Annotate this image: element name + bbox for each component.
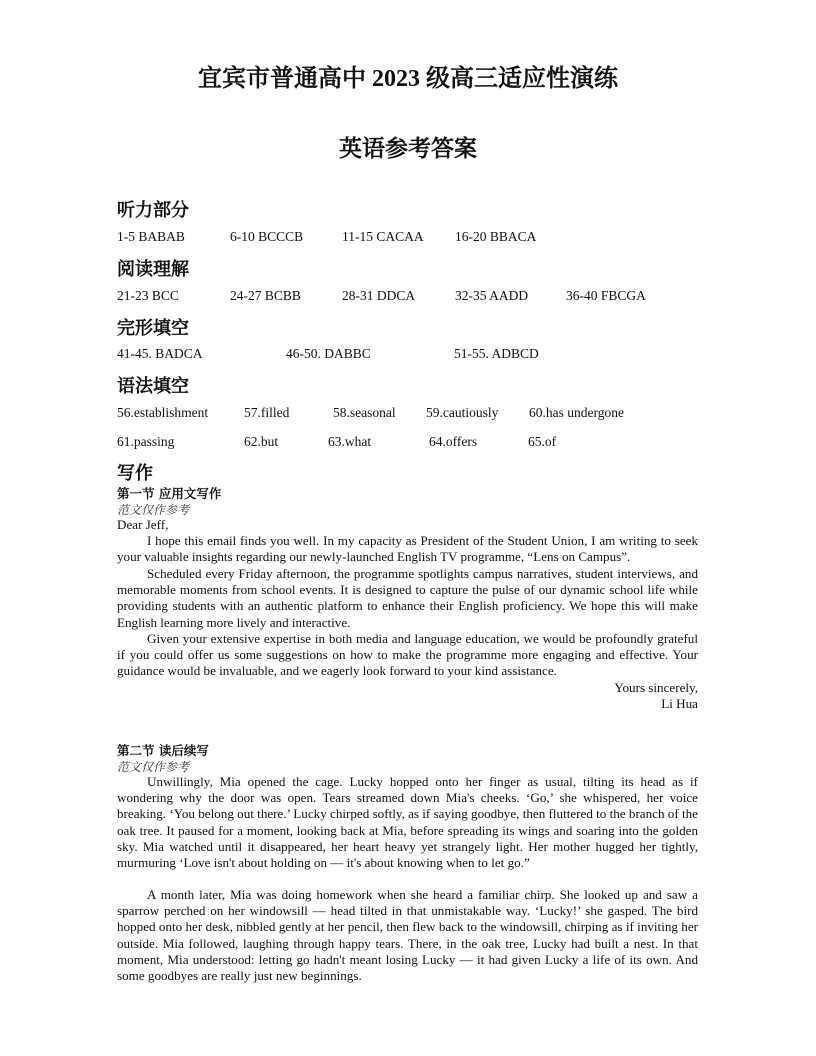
writing-section-2-title: 第二节 读后续写 [117,743,209,758]
letter-signature: Li Hua [661,696,698,711]
answer-item: 24-27 BCBB [230,288,301,303]
sample-note: 范文仅作参考 [117,760,190,774]
answer-item: 11-15 CACAA [342,229,424,244]
letter-salutation: Dear Jeff, [117,517,169,532]
answer-item: 28-31 DDCA [342,288,416,303]
section-heading-reading: 阅读理解 [117,259,189,280]
answer-item: 36-40 FBCGA [566,288,646,303]
answer-item: 21-23 BCC [117,288,179,303]
sample-note: 范文仅作参考 [117,503,190,517]
section-heading-grammar: 语法填空 [117,376,189,397]
letter-paragraph: Scheduled every Friday afternoon, the programme spotlights campus narratives, student interviews, and memorable moments from school events. It is designed to capture the pulse of our dynamic school life while providing students with an authentic platform to enhance their English proficiency. We hope this will make English learning more lively and interactive. [117,566,698,630]
answer-item: 41-45. BADCA [117,346,203,361]
answer-item: 61.passing [117,434,175,449]
answer-item: 46-50. DABBC [286,346,371,361]
answer-item: 62.but [244,434,279,449]
answer-item: 56.establishment [117,405,209,420]
answer-item: 60.has undergone [529,405,624,420]
answer-item: 16-20 BBACA [455,229,537,244]
document-title: 宜宾市普通高中 2023 级高三适应性演练 [198,66,618,92]
answer-item: 32-35 AADD [455,288,529,303]
answer-item: 65.of [528,434,557,449]
answer-item: 58.seasonal [333,405,396,420]
document-subtitle: 英语参考答案 [339,136,477,161]
story-paragraph: A month later, Mia was doing homework when she heard a familiar chirp. She looked up and saw a sparrow perched on her windowsill — head tilted in that unmistakable way. ‘Lucky!’ she gasped. The bird hopped onto her desk, nibbled gently at her pencil, then flew back to the windowsill, chirping as if inviting her outside. Mia followed, laughing through happy tears. There, in the oak tree, Lucky had built a nest. In that moment, Mia understood: letting go hadn't meant losing Lucky — it had given Lucky a life of its own. And some goodbyes are really just new beginnings. [117,887,698,984]
answer-item: 63.what [328,434,372,449]
letter-paragraph: I hope this email finds you well. In my capacity as President of the Student Union, I am writing to seek your valuable insights regarding our newly-launched English TV programme, “Lens on Campus”. [117,533,698,565]
answer-item: 51-55. ADBCD [454,346,539,361]
answer-item: 1-5 BABAB [117,229,185,244]
section-heading-listening: 听力部分 [117,200,189,221]
writing-section-1-title: 第一节 应用文写作 [117,486,222,501]
answer-item: 64.offers [429,434,478,449]
letter-paragraph: Given your extensive expertise in both media and language education, we would be profoundly grateful if you could offer us some suggestions on how to make the programme more engaging and effective. Your guidance would be invaluable, and we eagerly look forward to your kind assistance. [117,631,698,679]
letter-closing: Yours sincerely, [614,680,698,695]
section-heading-cloze: 完形填空 [117,318,189,339]
story-paragraph: Unwillingly, Mia opened the cage. Lucky hopped onto her finger as usual, tilting its head as if wondering why the door was open. Tears streamed down Mia's cheeks. ‘Go,’ she whispered, her voice breaking. ‘You belong out there.’ Lucky chirped softly, as if saying goodbye, then fluttered to the branch of the oak tree. It paused for a moment, looking back at Mia, before spreading its wings and soaring into the golden sky. Mia watched until it disappeared, her heart heavy yet strangely light. Her mother hugged her tightly, murmuring ‘Love isn't about holding on — it's about knowing when to let go.” [117,774,698,871]
answer-item: 59.cautiously [426,405,499,420]
section-heading-writing: 写作 [117,463,153,484]
answer-item: 6-10 BCCCB [230,229,304,244]
answer-item: 57.filled [244,405,290,420]
